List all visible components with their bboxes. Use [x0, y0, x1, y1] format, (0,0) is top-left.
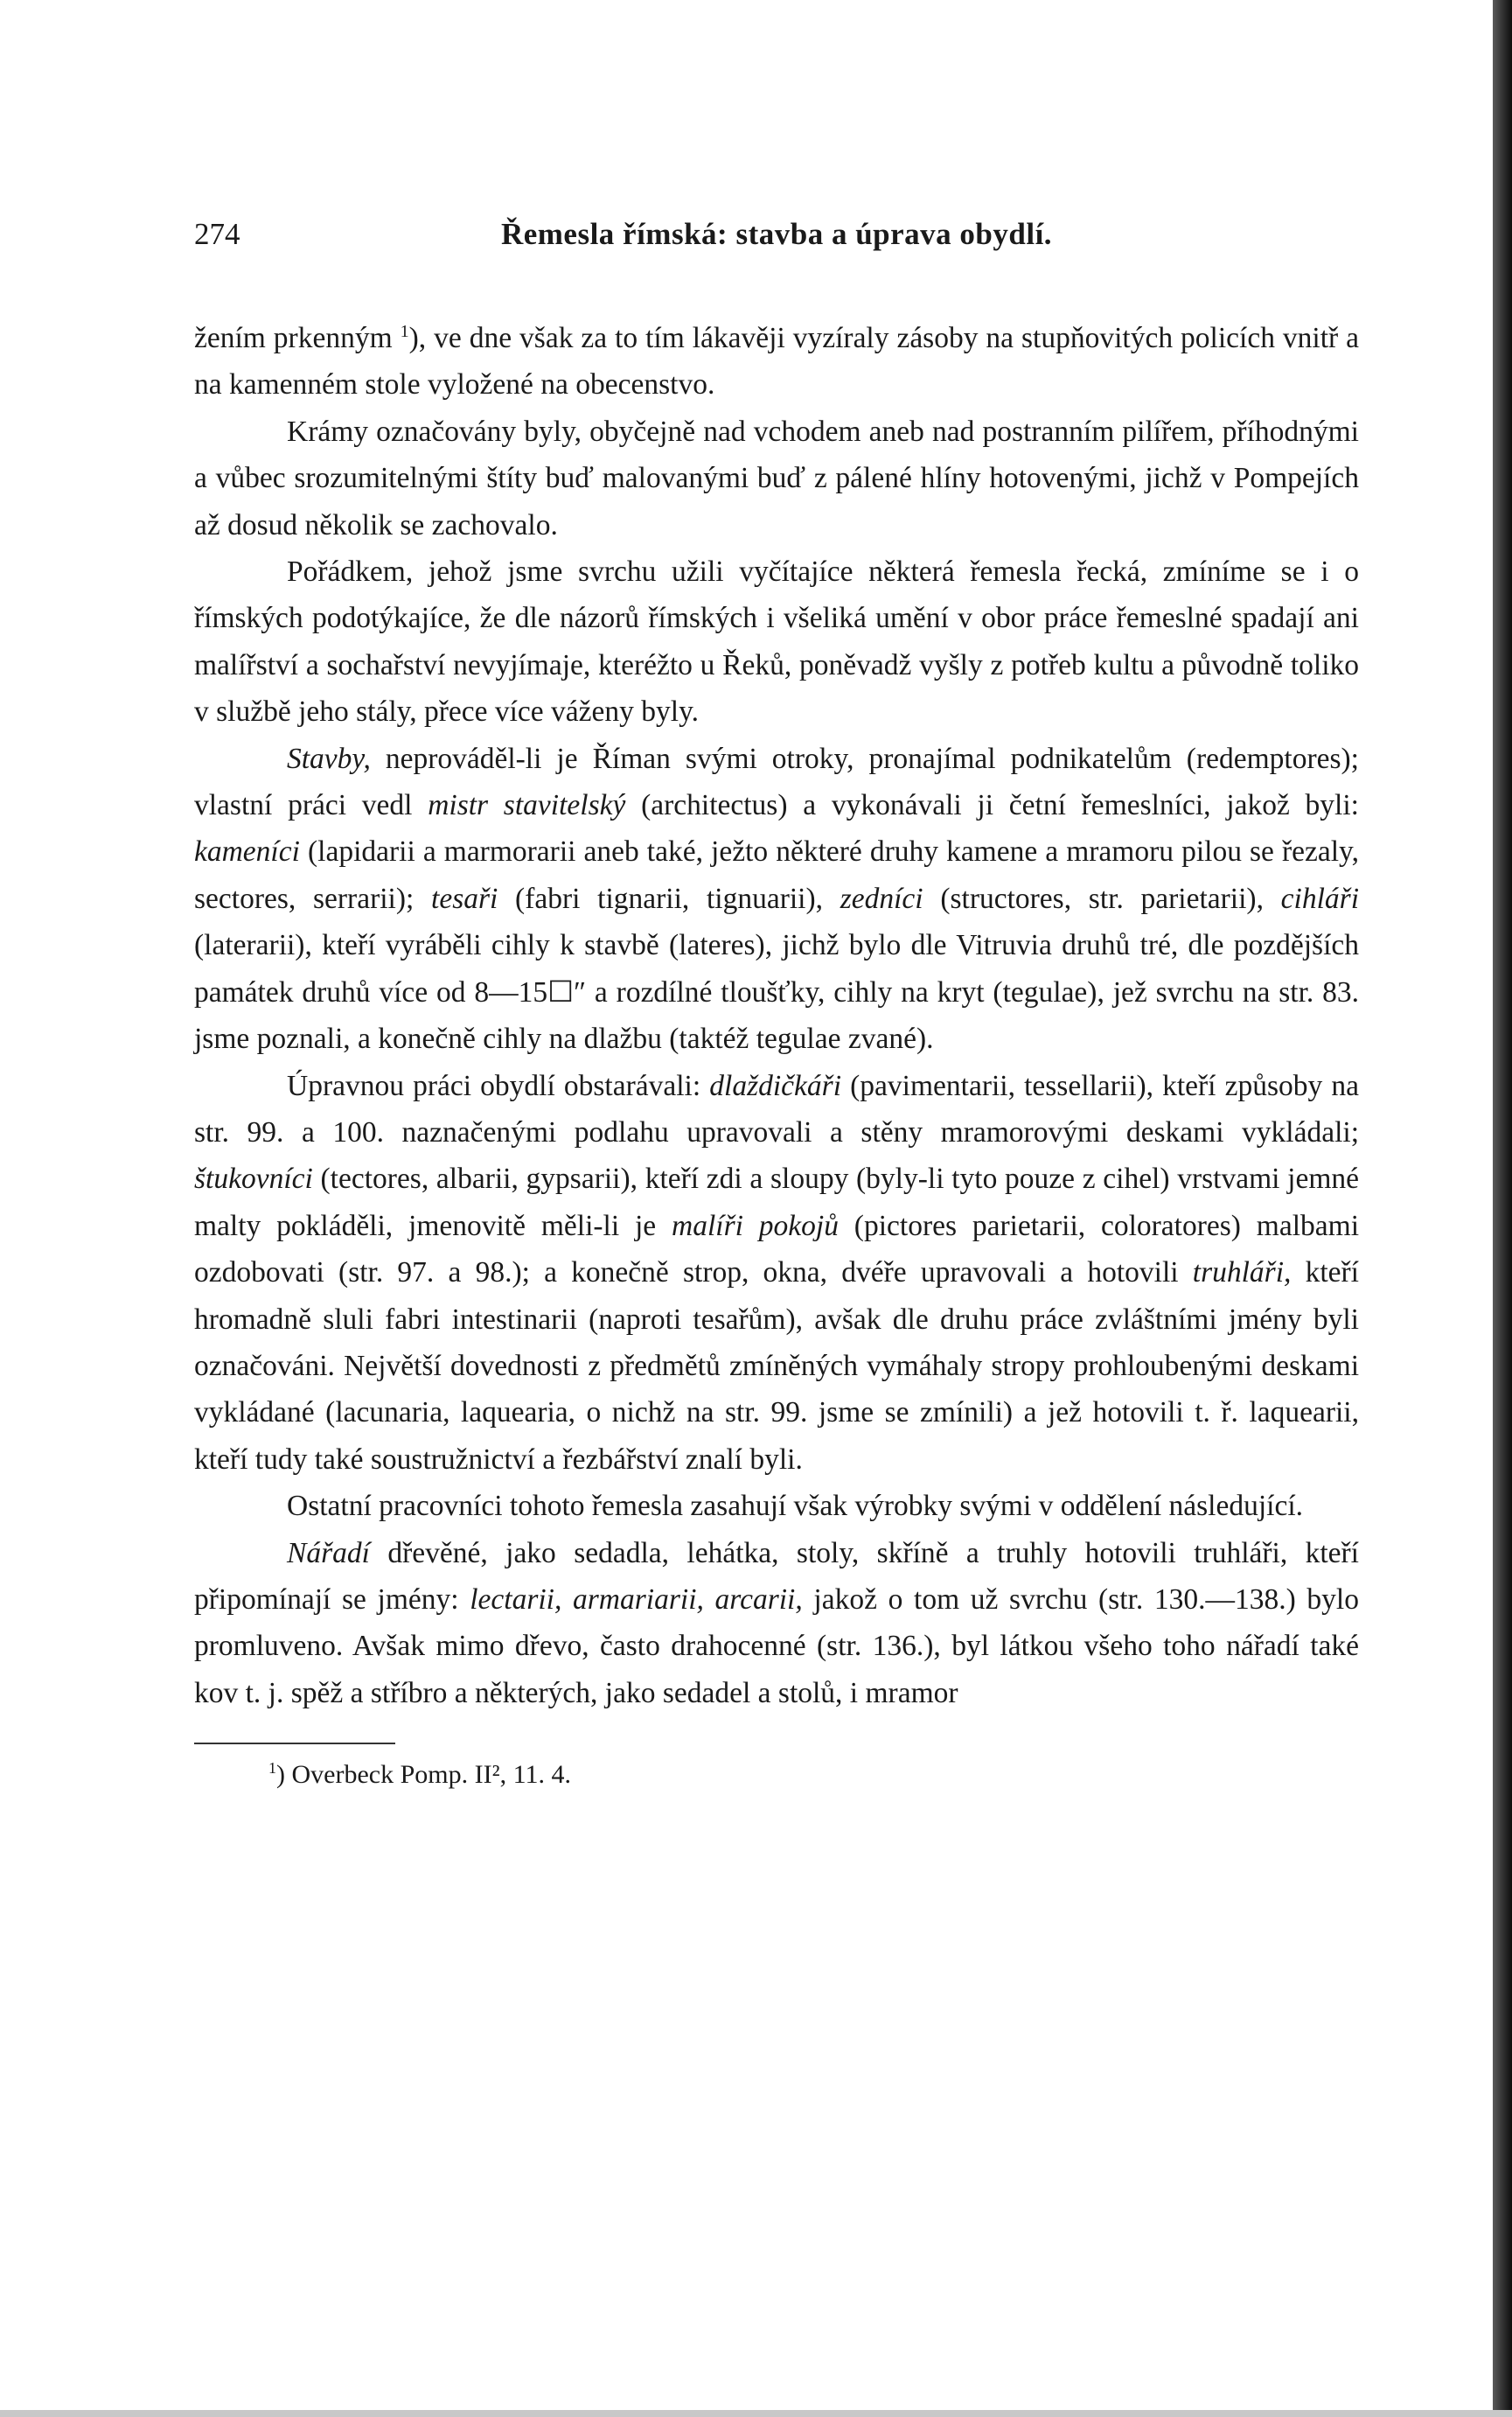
text-run: Pořádkem, jehož jsme svrchu užili vyčítajíce některá řemesla řecká, zmíníme se i o římských podotýkajíce, že dle názorů římských i všeliká umění v obor práce řemeslné spadají ani malířství a sochařství nevyjímaje, kteréžto u Řeků, poněvadž vyšly z potřeb kultu a původně toliko v službě jeho stály, přece více váženy byly.: [194, 555, 1359, 729]
text-run: žením prkenným: [194, 322, 401, 354]
italic-term: Stavby,: [287, 742, 371, 775]
body-text: [194, 315, 1359, 1716]
italic-term: kameníci: [194, 835, 300, 869]
paragraph: [194, 1063, 1359, 1484]
italic-term: malíři pokojů: [672, 1209, 839, 1242]
paragraph: [194, 1530, 1359, 1717]
text-run: Ostatní pracovníci tohoto řemesla zasahují však výrobky svými v oddělení následující.: [287, 1490, 1303, 1523]
running-title: Řemesla římská: stavba a úprava obydlí.: [500, 217, 1053, 251]
text-run: (laterarii), kteří vyráběli cihly k stavbě (lateres), jichž bylo dle Vitruvia druhů tré, dle pozdějších památek druhů více od 8—15☐″ a rozdílné tloušťky, cihly na kryt (tegulae), jež svrchu na str. 83. jsme poznali, a konečně cihly na dlažbu (taktéž tegulae zvané).: [194, 929, 1359, 1056]
italic-term: tesaři: [431, 882, 498, 915]
text-run: (pavimentarii, tessellarii), kteří způsoby na str. 99. a 100. naznačenými podlahu upravovali a stěny mramorovými deskami vykládali;: [194, 1069, 1359, 1149]
text-run: (structores, str. parietarii),: [923, 882, 1281, 915]
text-run: kteří hromadně sluli fabri intestinarii (naproti tesařům), avšak dle druhu práce zvláštními jmény byli označováni. Největší dovednosti z předmětů zmíněných vymáhaly stropy prohloubenými deskami vykládané (lacunaria, laquearia, o nichž na str. 99. jsme se zmínili) a jež hotovili t. ř. laquearii, kteří tudy také soustružnictví a řezbářství znalí byli.: [194, 1256, 1359, 1476]
paragraph: [194, 548, 1359, 736]
italic-term: truhláři,: [1192, 1256, 1292, 1289]
paragraph: [194, 315, 1359, 409]
paragraph: [194, 736, 1359, 1063]
text-run: neprováděl-li je Říman svými otroky, pronajímal podnikatelům (redemptores); vlastní práci vedl: [194, 742, 1359, 822]
footnote-ref: 1: [400, 321, 409, 341]
text-run: (pictores parietarii, coloratores) malbami ozdobovati (str. 97. a 98.); a konečně strop, okna, dvéře upravovali a hotovili: [194, 1209, 1360, 1289]
italic-term: mistr stavitelský: [428, 789, 626, 822]
text-run: Krámy označovány byly, obyčejně nad vchodem aneb nad postranním pilířem, příhodnými a vůbec srozumitelnými štíty buď malovanými buď z pálené hlíny hotovenými, jichž v Pompejích až dosud několik se zachovalo.: [194, 415, 1359, 541]
text-run: (fabri tignarii, tignuarii),: [498, 882, 840, 915]
text-run: Úpravnou práci obydlí obstarávali:: [287, 1069, 710, 1102]
italic-term: cihláři: [1280, 882, 1359, 915]
italic-term: zedníci: [840, 882, 923, 915]
footnote: [194, 1755, 1359, 1795]
paragraph: [194, 409, 1359, 548]
italic-term: lectarii, armariarii, arcarii,: [470, 1582, 803, 1616]
footnote-text: ) Overbeck Pomp. II², 11. 4.: [276, 1760, 571, 1790]
italic-term: štukovníci: [194, 1163, 313, 1196]
page-number: 274: [194, 217, 240, 251]
text-run: (tectores, albarii, gypsarii), kteří zdi a sloupy (byly-li tyto pouze z cihel) vrstvami jemné malty pokláděli, jmenovitě měli-li je: [194, 1163, 1359, 1242]
scan-edge-right: [1493, 0, 1512, 2417]
text-run: (architectus) a vykonávali ji četní řemeslníci, jakož byli:: [625, 789, 1359, 822]
book-page: [194, 217, 1359, 1795]
text-run: (lapidarii a marmorarii aneb také, ježto některé druhy kamene a mramoru pilou se řezaly, sectores, serrarii);: [194, 835, 1359, 915]
italic-term: dlaždičkáři: [709, 1069, 842, 1102]
scan-edge-bottom: [0, 2410, 1512, 2417]
footnote-rule: [194, 1743, 395, 1744]
italic-term: Nářadí: [287, 1536, 370, 1569]
footnote-mark: 1: [268, 1759, 276, 1778]
text-run: jakož o tom už svrchu (str. 130.—138.) bylo promluveno. Avšak mimo dřevo, často drahocenné (str. 136.), byl látkou všeho toho nářadí také kov t. j. spěž a stříbro a některých, jako sedadel a stolů, i mramor: [194, 1582, 1359, 1709]
running-head: [194, 217, 1359, 266]
text-run: ), ve dne však za to tím lákavěji vyzíraly zásoby na stupňovitých policích vnitř a na kamenném stole vyložené na obecenstvo.: [194, 322, 1360, 402]
paragraph: [194, 1483, 1359, 1529]
text-run: dřevěné, jako sedadla, lehátka, stoly, skříně a truhly hotovili truhláři, kteří připomínají se jmény:: [194, 1536, 1359, 1616]
